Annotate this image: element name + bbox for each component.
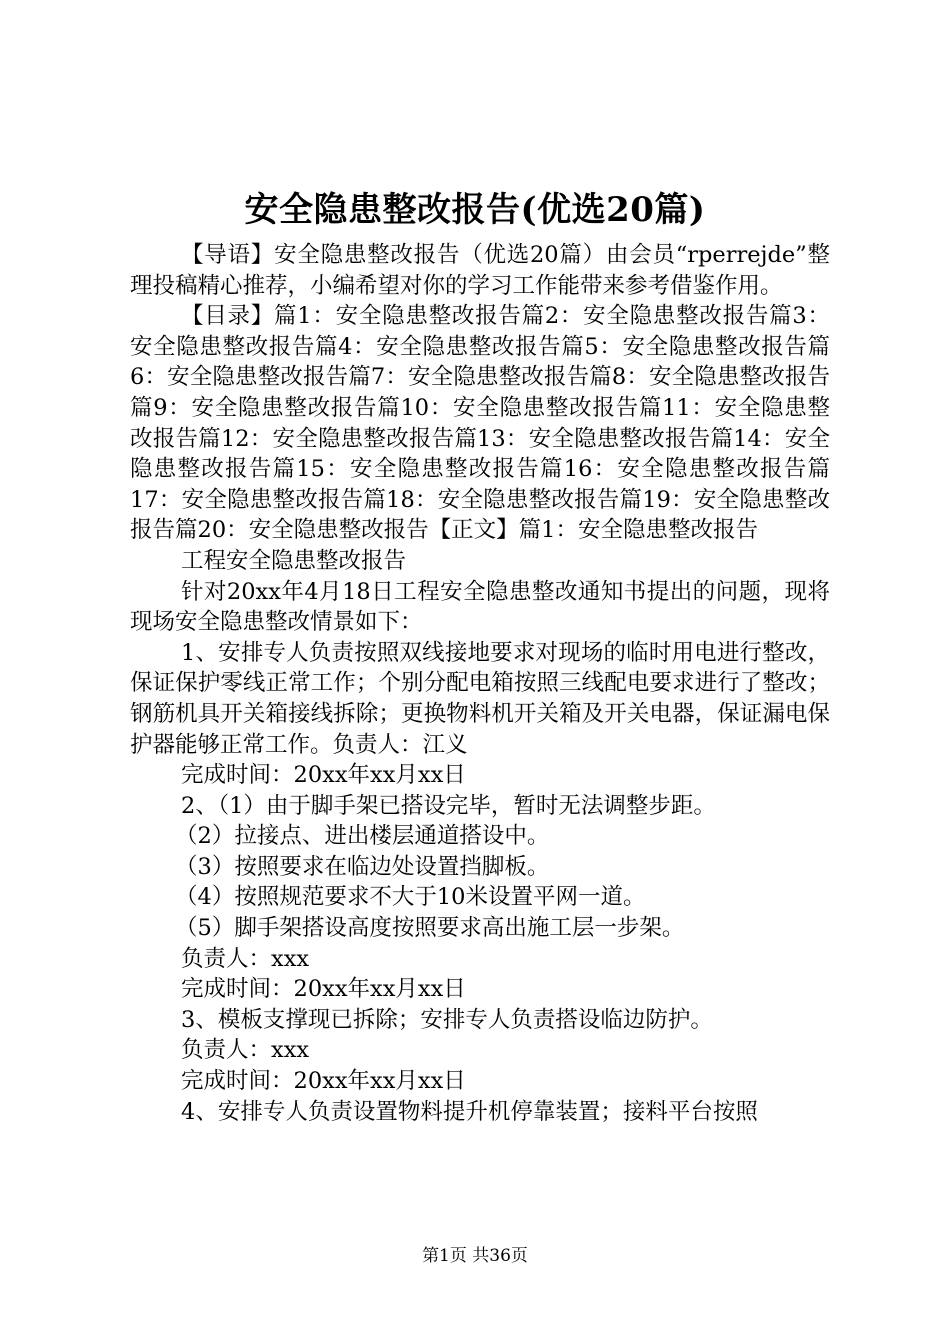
list-item: （4）按照规范要求不大于10米设置平网一道。 xyxy=(175,884,646,911)
list-item: 2、（1）由于脚手架已搭设完毕，暂时无法调整步距。 xyxy=(181,792,716,819)
toc-paragraph: 【目录】篇1：安全隐患整改报告篇2：安全隐患整改报告篇3：安全隐患整改报告篇4：安全隐患整改报告篇5：安全隐患整改报告篇6：安全隐患整改报告篇7：安全隐患整改报告篇8：安全隐患整改报告篇9：安全隐患整改报告篇10：安全隐患整改报告篇11：安全隐患整改报告篇12：安全隐患整改报告篇13：安全隐患整改报告篇14：安全隐患整改报告篇15：安全隐患整改报告篇16：安全隐患整改报告篇17：安全隐患整改报告篇18：安全隐患整改报告篇19：安全隐患整改报告篇20：安全隐患整改报告【正文】篇1：安全隐患整改报告 xyxy=(130,303,830,544)
list-item: 4、安排专人负责设置物料提升机停靠装置；接料平台按照 xyxy=(181,1098,758,1125)
responsible-person: 负责人：xxx xyxy=(181,1037,310,1064)
list-item: （5）脚手架搭设高度按照要求高出施工层一步架。 xyxy=(175,915,685,942)
document-title: 安全隐患整改报告(优选20篇) xyxy=(244,190,706,230)
completion-time: 完成时间：20xx年xx月xx日 xyxy=(181,762,466,789)
body-paragraph: 针对20xx年4月18日工程安全隐患整改通知书提出的问题，现将现场安全隐患整改情景如下： xyxy=(130,578,830,636)
document-body xyxy=(130,240,830,1127)
intro-paragraph: 【导语】安全隐患整改报告（优选20篇）由会员“rperrejde”整理投稿精心推荐，小编希望对你的学习工作能带来参考借鉴作用。 xyxy=(130,242,830,299)
list-item: （2）拉接点、进出楼层通道搭设中。 xyxy=(175,823,550,850)
section-heading: 工程安全隐患整改报告 xyxy=(181,547,407,574)
responsible-person: 负责人：xxx xyxy=(181,945,310,972)
completion-time: 完成时间：20xx年xx月xx日 xyxy=(181,1068,466,1095)
body-paragraph: 1、安排专人负责按照双线接地要求对现场的临时用电进行整改，保证保护零线正常工作；个别分配电箱按照三线配电要求进行了整改；钢筋机具开关箱接线拆除；更换物料机开关箱及开关电器，保证漏电保护器能够正常工作。负责人：江义 xyxy=(130,639,830,758)
list-item: （3）按照要求在临边处设置挡脚板。 xyxy=(175,853,550,880)
page-footer: 第1页 共36页 xyxy=(422,1246,528,1266)
completion-time: 完成时间：20xx年xx月xx日 xyxy=(181,976,466,1003)
list-item: 3、模板支撑现已拆除；安排专人负责搭设临边防护。 xyxy=(181,1006,713,1033)
